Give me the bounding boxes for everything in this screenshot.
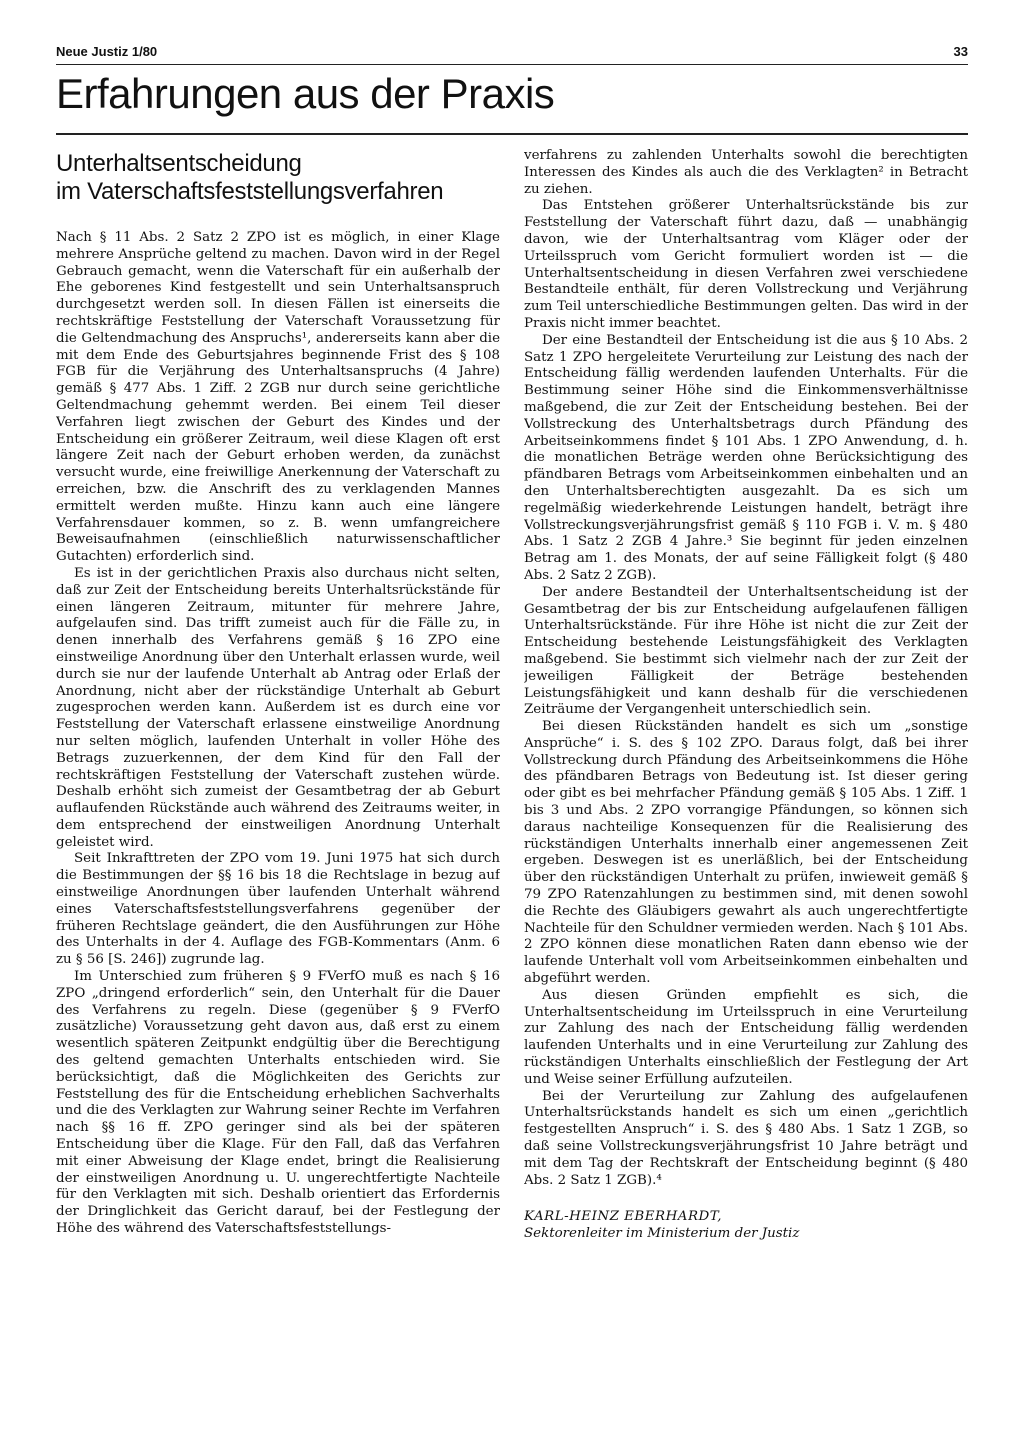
author-role: Sektorenleiter im Ministerium der Justiz	[524, 1226, 800, 1242]
journal-issue: Neue Justiz 1/80	[56, 44, 158, 59]
article-title-line-2: im Vaterschaftsfeststellungsverfahren	[56, 178, 444, 205]
section-title: Erfahrungen aus der Praxis	[56, 70, 555, 117]
paragraph: Es ist in der gerichtlichen Praxis also durchaus nicht selten, daß zur Zeit der Entscheidung bereits Unterhaltsrückstände für einen längeren Zeitraum, mitunter für mehrere Jahre, aufgelaufen sind. Das trifft zumeist auch für die Fälle zu, in denen innerhalb des Verfahrens gemäß § 16 ZPO eine einstweilige Anordnung über den Unterhalt erlassen wurde, weil durch sie nur der laufende Unterhalt ab Antrag oder Erlaß der Anordnung, nicht aber der rückständige Unterhalt ab Geburt zugesprochen werden kann. Außerdem ist es durch eine vor Feststellung der Vaterschaft erlassene einstweilige Anordnung nur selten möglich, laufenden Unterhalt in voller Höhe des Betrags zuzuerkennen, der dem Kind für den Fall der rechtskräftigen Feststellung der Vaterschaft zustehen würde. Deshalb erhöht sich zumeist der Gesamtbetrag der ab Geburt auflaufenden Rückstände auch während des Zeitraums weiter, in dem entsprechend der einstweiligen Anordnung Unterhalt geleistet wird.	[56, 565, 500, 850]
paragraph: Aus diesen Gründen empfiehlt es sich, die Unterhaltsentscheidung im Urteilsspruch in eine Verurteilung zur Zahlung des nach der Entscheidung fällig werdenden laufenden Unterhalts und in eine Verurteilung zur Zahlung des rückständigen Unterhalts einschließlich der Festlegung der Art und Weise seiner Erfüllung aufzuteilen.	[524, 987, 968, 1087]
paragraph: Das Entstehen größerer Unterhaltsrückstände bis zur Feststellung der Vaterschaft führt dazu, daß — unabhängig davon, wie der Unterhaltsantrag vom Kläger oder der Urteilsspruch vom Gericht formuliert worden ist — die Unterhaltsentscheidung in diesen Verfahren zwei verschiedene Bestandteile enthält, für deren Vollstreckung und Verjährung zum Teil unterschiedliche Bestimmungen gelten. Das wird in der Praxis nicht immer beachtet.	[524, 198, 968, 331]
paragraph: Nach § 11 Abs. 2 Satz 2 ZPO ist es möglich, in einer Klage mehrere Ansprüche geltend zu machen. Davon wird in der Regel Gebrauch gemacht, wenn die Vaterschaft für ein außerhalb der Ehe geborenes Kind festgestellt und sein Unterhaltsanspruch durchgesetzt werden soll. In diesen Fällen ist einerseits die rechtskräftige Feststellung der Vaterschaft Voraussetzung für die Geltendmachung des Anspruchs¹, andererseits kann aber die mit dem Ende des Geburtsjahres beginnende Frist des § 108 FGB für die Verjährung des Unterhaltsanspruchs (4 Jahre) gemäß § 477 Abs. 1 Ziff. 2 ZGB nur durch seine gerichtliche Geltendmachung gehemmt werden. Bei einem Teil dieser Verfahren liegt zwischen der Geburt des Kindes und der Entscheidung ein größerer Zeitraum, weil diese Klagen oft erst längere Zeit nach der Geburt erhoben werden, da zunächst versucht wurde, eine freiwillige Anerkennung der Vaterschaft zu erreichen, bzw. die Anschrift des zu verklagenden Mannes ermittelt werden mußte. Hinzu kann auch eine längere Verfahrensdauer kommen, so z. B. wenn umfangreichere Beweisaufnahmen (einschließlich naturwissenschaftlicher Gutachten) erforderlich sind.	[56, 230, 500, 565]
page-number: 33	[953, 44, 968, 59]
article-title-line-1: Unterhaltsentscheidung	[56, 150, 302, 177]
running-header	[56, 44, 968, 64]
author-signature	[524, 1209, 968, 1243]
paragraph: verfahrens zu zahlenden Unterhalts sowohl die berechtigten Interessen des Kindes als auch die des Verklagten² in Betracht zu ziehen.	[524, 148, 968, 197]
paragraph: Bei diesen Rückständen handelt es sich um „sonstige Ansprüche“ i. S. des § 102 ZPO. Daraus folgt, daß bei ihrer Vollstreckung durch Pfändung des Arbeitseinkommens die Höhe des pfändbaren Betrags von Bedeutung ist. Ist dieser gering oder gibt es bei mehrfacher Pfändung gemäß § 105 Abs. 1 Ziff. 1 bis 3 und Abs. 2 ZPO vorrangige Pfändungen, so können sich daraus nachteilige Konsequenzen für die Realisierung des rückständigen Unterhalts innerhalb einer angemessenen Zeit ergeben. Deswegen ist es unerläßlich, bei der Entscheidung über den rückständigen Unterhalt zu prüfen, inwieweit gemäß § 79 ZPO Ratenzahlungen zu bestimmen sind, mit denen sowohl die Rechte des Gläubigers gewahrt als auch ungerechtfertigte Nachteile für den Schuldner vermieden werden. Nach § 101 Abs. 2 ZPO können diese monatlichen Raten dann ebenso wie der laufende Unterhalt voll vom Arbeitseinkommen einbehalten und abgeführt werden.	[524, 719, 968, 987]
header-rule	[56, 64, 968, 65]
paragraph: Bei der Verurteilung zur Zahlung des aufgelaufenen Unterhaltsrückstands handelt es sich um einen „gerichtlich festgestellten Anspruch“ i. S. des § 480 Abs. 1 Satz 1 ZGB, so daß seine Vollstreckungsverjährungsfrist 10 Jahre beträgt und mit dem Tag der Rechtskraft der Entscheidung beginnt (§ 480 Abs. 2 Satz 1 ZGB).⁴	[524, 1088, 968, 1188]
left-column	[56, 148, 500, 1378]
paragraph: Seit Inkrafttreten der ZPO vom 19. Juni 1975 hat sich durch die Bestimmungen der §§ 16 bis 18 die Rechtslage in bezug auf einstweilige Anordnungen über laufenden Unterhalt während eines Vaterschaftsfeststellungsverfahrens gegenüber der früheren Rechtslage geändert, die den Ausführungen zur Höhe des Unterhalts in der 4. Auflage des FGB-Kommentars (Anm. 6 zu § 56 [S. 246]) zugrunde lag.	[56, 851, 500, 968]
author-name: KARL-HEINZ EBERHARDT,	[524, 1209, 723, 1225]
section-rule	[56, 133, 968, 135]
article-title	[56, 150, 500, 206]
right-column	[524, 148, 968, 1378]
paragraph: Der andere Bestandteil der Unterhaltsentscheidung ist der Gesamtbetrag der bis zur Entscheidung aufgelaufenen fälligen Unterhaltsrückstände. Für ihre Höhe ist nicht die zur Zeit der Entscheidung bestehende Leistungsfähigkeit des Verklagten maßgebend. Sie bestimmt sich vielmehr nach der zur Zeit der jeweiligen Fälligkeit der Beträge bestehenden Leistungsfähigkeit und kann deshalb für die verschiedenen Zeiträume der Vergangenheit unterschiedlich sein.	[524, 584, 968, 718]
paragraph: Der eine Bestandteil der Entscheidung ist die aus § 10 Abs. 2 Satz 1 ZPO hergeleitete Verurteilung zur Leistung des nach der Entscheidung fällig werdenden laufenden Unterhalts. Für die Bestimmung seiner Höhe sind die Einkommensverhältnisse maßgebend, die zur Zeit der Entscheidung bestehen. Bei der Vollstreckung des Unterhaltsbetrags durch Pfändung des Arbeitseinkommens findet § 101 Abs. 1 ZPO Anwendung, d. h. die monatlichen Beträge werden ohne Berücksichtigung des pfändbaren Betrags vom Arbeitseinkommen einbehalten und an den Unterhaltsberechtigten ausgezahlt. Da es sich um regelmäßig wiederkehrende Leistungen handelt, beträgt ihre Vollstreckungsverjährungsfrist gemäß § 110 FGB i. V. m. § 480 Abs. 1 Satz 2 ZGB 4 Jahre.³ Sie beginnt für jeden einzelnen Betrag am 1. des Monats, der auf seine Fälligkeit folgt (§ 480 Abs. 2 Satz 2 ZGB).	[524, 332, 968, 583]
paragraph: Im Unterschied zum früheren § 9 FVerfO muß es nach § 16 ZPO „dringend erforderlich“ sein, den Unterhalt für die Dauer des Verfahrens zu regeln. Diese (gegenüber § 9 FVerfO zusätzliche) Voraussetzung geht davon aus, daß erst zu einem wesentlich späteren Zeitpunkt endgültig über die Berechtigung des geltend gemachten Unterhalts entschieden wird. Sie berücksichtigt, daß die Möglichkeiten des Gerichts zur Feststellung des für die Entscheidung erheblichen Sachverhalts und die des Verklagten zur Wahrung seiner Rechte im Verfahren nach §§ 16 ff. ZPO geringer sind als bei der späteren Entscheidung über die Klage. Für den Fall, daß das Verfahren mit einer Abweisung der Klage endet, bringt die Realisierung der einstweiligen Anordnung u. U. ungerechtfertigte Nachteile für den Verklagten mit sich. Deshalb orientiert das Erfordernis der Dringlichkeit das Gericht darauf, bei der Festlegung der Höhe des während des Vaterschaftsfeststellungs-	[56, 969, 500, 1237]
